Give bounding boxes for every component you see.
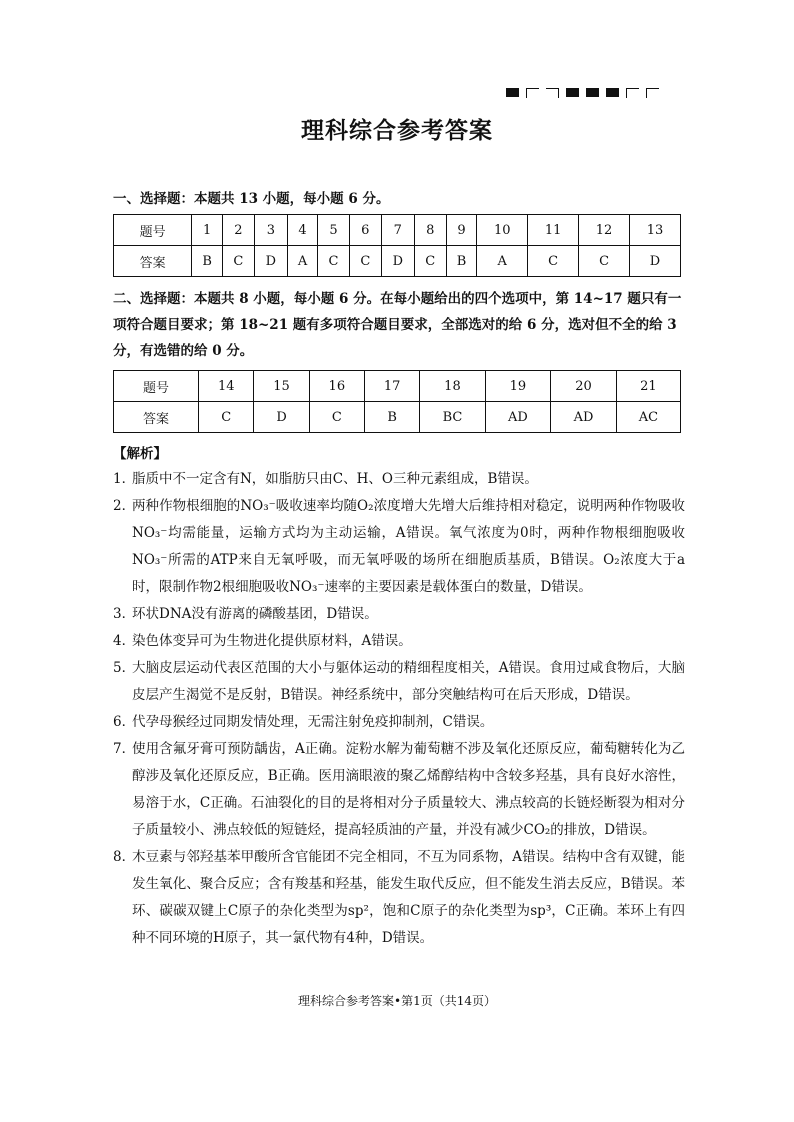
table-cell: A	[287, 246, 317, 277]
table-cell: 13	[630, 215, 681, 246]
item-text: 环状DNA没有游离的磷酸基团，D错误。	[132, 606, 378, 622]
mark-block-icon	[566, 88, 579, 97]
table-cell: 4	[287, 215, 317, 246]
table-cell: C	[349, 246, 381, 277]
list-item	[113, 628, 685, 655]
table-cell: 5	[318, 215, 350, 246]
mark-corner-icon	[626, 88, 639, 98]
list-item	[113, 736, 685, 844]
table-cell: 9	[446, 215, 477, 246]
item-number: 5．	[113, 660, 136, 676]
table-row	[114, 402, 681, 433]
table-cell: BC	[420, 402, 485, 433]
table-cell: 2	[223, 215, 255, 246]
mark-corner-icon	[546, 88, 559, 98]
item-text: 代孕母猴经过同期发情处理，无需注射免疫抑制剂，C错误。	[132, 714, 494, 730]
list-item	[113, 655, 685, 709]
table-cell: 16	[309, 371, 364, 402]
item-text: 使用含氟牙膏可预防龋齿，A正确。淀粉水解为葡萄糖不涉及氧化还原反应，葡萄糖转化为乙醇涉及氧化还原反应，B正确。医用滴眼液的聚乙烯醇结构中含较多羟基，具有良好水溶性，易溶于水，C正确。石油裂化的目的是将相对分子质量较大、沸点较高的长链烃断裂为相对分子质量较小、沸点较低的短链烃，提高轻质油的产量，并没有减少CO₂的排放，D错误。	[132, 741, 685, 838]
table-cell: 7	[381, 215, 414, 246]
table-row	[114, 371, 681, 402]
table-cell: 17	[364, 371, 419, 402]
list-item	[113, 601, 685, 628]
item-number: 3．	[113, 606, 136, 622]
table-cell: 19	[485, 371, 551, 402]
item-number: 8．	[113, 849, 136, 865]
table-cell: C	[309, 402, 364, 433]
row-label: 答案	[114, 246, 192, 277]
mark-block-icon	[506, 88, 519, 97]
analysis-heading: 【解析】	[113, 446, 167, 462]
table-cell: 15	[254, 371, 309, 402]
table-cell: C	[528, 246, 579, 277]
item-text: 染色体变异可为生物进化提供原材料，A错误。	[132, 633, 412, 649]
item-text: 大脑皮层运动代表区范围的大小与躯体运动的精细程度相关，A错误。食用过咸食物后，大脑皮层产生渴觉不是反射，B错误。神经系统中，部分突触结构可在后天形成，D错误。	[132, 660, 685, 703]
mark-block-icon	[586, 88, 599, 97]
mark-block-icon	[606, 88, 619, 97]
table-cell: 6	[349, 215, 381, 246]
item-text: 两种作物根细胞的NO₃⁻吸收速率均随O₂浓度增大先增大后维持相对稳定，说明两种作物吸收NO₃⁻均需能量，运输方式均为主动运输，A错误。氧气浓度为0时，两种作物根细胞吸收NO₃⁻所需的ATP来自无氧呼吸，而无氧呼吸的场所在细胞质基质，B错误。O₂浓度大于a时，限制作物2根细胞吸收NO₃⁻速率的主要因素是载体蛋白的数量，D错误。	[132, 498, 685, 595]
table-cell: D	[630, 246, 681, 277]
table-cell: 11	[528, 215, 579, 246]
list-item	[113, 466, 685, 493]
header-marks	[506, 88, 659, 98]
answer-table-2	[113, 370, 681, 433]
section2-heading: 二、选择题：本题共 8 小题，每小题 6 分。在每小题给出的四个选项中，第 14~17 题只有一项符合题目要求；第 18~21 题有多项符合题目要求，全部选对的给 6 分，选对但不全的给 3 分，有选错的给 0 分。	[113, 291, 682, 359]
table-cell: AD	[485, 402, 551, 433]
page-footer: 理科综合参考答案•第1页（共14页）	[298, 994, 496, 1008]
table-cell: AD	[551, 402, 617, 433]
table-cell: AC	[616, 402, 680, 433]
item-number: 2．	[113, 498, 136, 514]
table-cell: 12	[579, 215, 630, 246]
table-cell: C	[318, 246, 350, 277]
item-text: 木豆素与邻羟基苯甲酸所含官能团不完全相同，不互为同系物，A错误。结构中含有双键，能发生氧化、聚合反应；含有羧基和羟基，能发生取代反应，但不能发生消去反应，B错误。苯环、碳碳双键上C原子的杂化类型为sp²，饱和C原子的杂化类型为sp³，C正确。苯环上有四种不同环境的H原子，其一氯代物有4种，D错误。	[132, 849, 685, 946]
item-text: 脂质中不一定含有N，如脂肪只由C、H、O三种元素组成，B错误。	[132, 471, 538, 487]
table-cell: D	[381, 246, 414, 277]
table-cell: 3	[254, 215, 287, 246]
table-cell: B	[446, 246, 477, 277]
table-cell: C	[414, 246, 446, 277]
table-cell: 8	[414, 215, 446, 246]
item-number: 6．	[113, 714, 136, 730]
table-cell: A	[477, 246, 528, 277]
analysis-list	[113, 466, 685, 952]
table-cell: D	[254, 402, 309, 433]
table-cell: 14	[199, 371, 254, 402]
list-item	[113, 709, 685, 736]
table-cell: B	[192, 246, 223, 277]
table-cell: C	[223, 246, 255, 277]
table-cell: 20	[551, 371, 617, 402]
list-item	[113, 493, 685, 601]
table-cell: 18	[420, 371, 485, 402]
row-label: 题号	[114, 371, 199, 402]
table-row	[114, 246, 681, 277]
mark-corner-icon	[526, 88, 539, 98]
item-number: 4．	[113, 633, 136, 649]
table-row	[114, 215, 681, 246]
item-number: 7．	[113, 741, 136, 757]
answer-table-1	[113, 214, 681, 277]
table-cell: 21	[616, 371, 680, 402]
list-item	[113, 844, 685, 952]
table-cell: C	[199, 402, 254, 433]
table-cell: C	[579, 246, 630, 277]
table-cell: D	[254, 246, 287, 277]
mark-corner-icon	[646, 88, 659, 98]
section1-heading: 一、选择题：本题共 13 小题，每小题 6 分。	[113, 191, 390, 207]
row-label: 答案	[114, 402, 199, 433]
table-cell: 10	[477, 215, 528, 246]
page-title: 理科综合参考答案	[301, 118, 493, 144]
item-number: 1．	[113, 471, 136, 487]
table-cell: 1	[192, 215, 223, 246]
row-label: 题号	[114, 215, 192, 246]
table-cell: B	[364, 402, 419, 433]
